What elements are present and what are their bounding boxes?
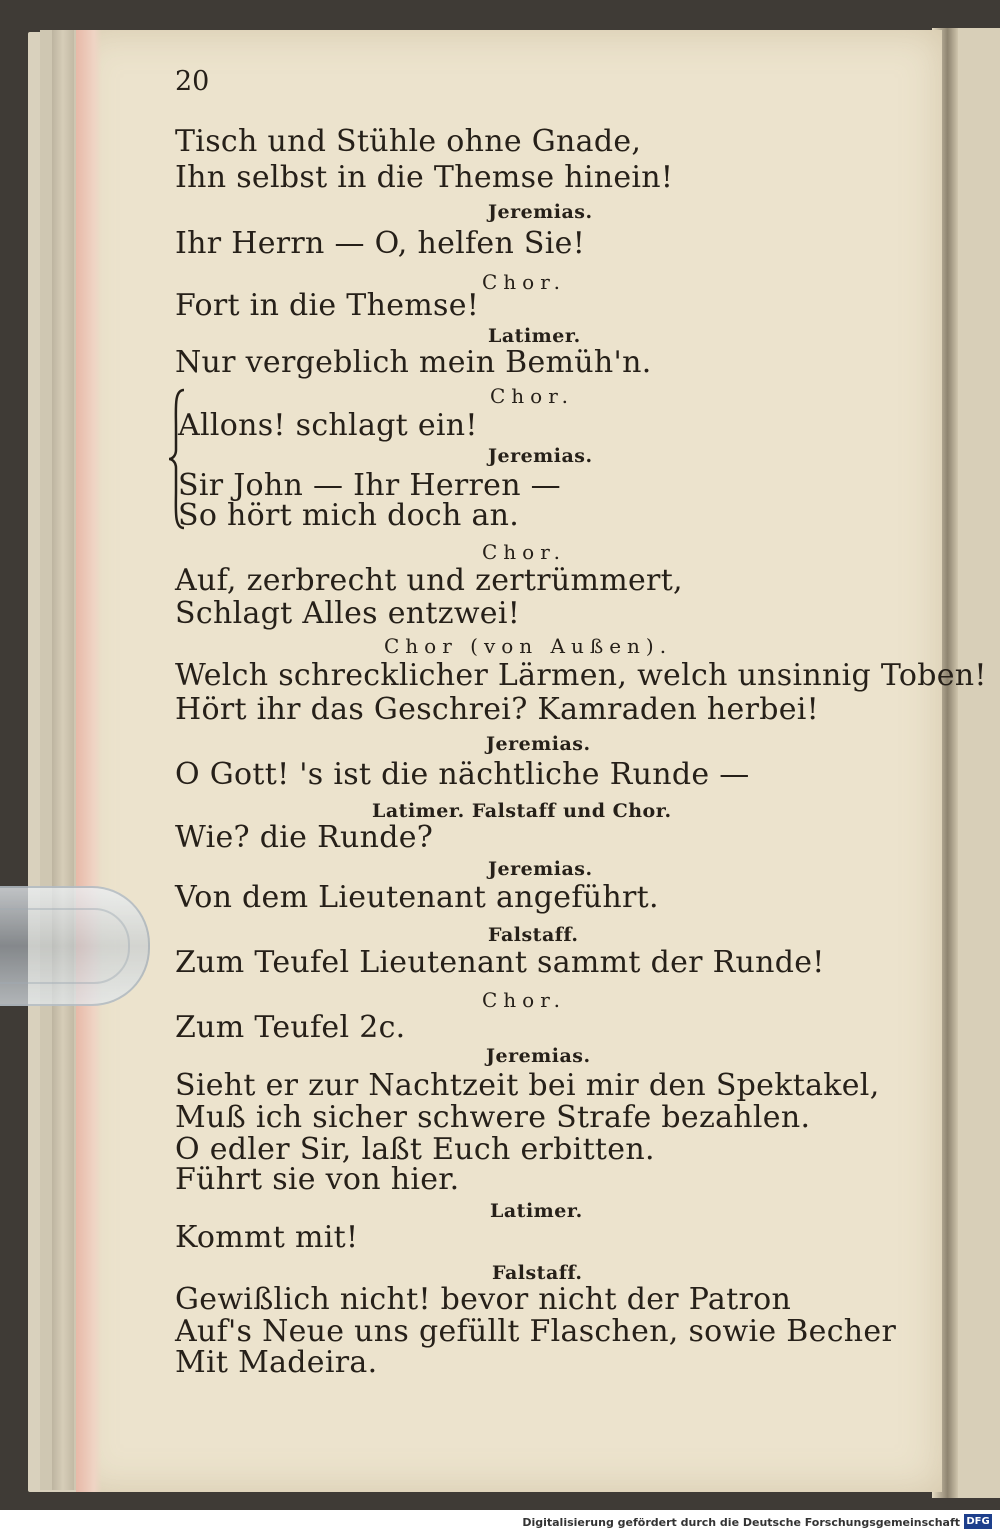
verse-line: Von dem Lieutenant angeführt. [175,880,659,915]
page-clip-inner [0,908,130,984]
speaker-name: Jeremias. [486,1045,591,1067]
verse-line: Welch schrecklicher Lärmen, welch unsinnig Toben! [175,658,987,693]
speaker-name: Jeremias. [486,733,591,755]
verse-line: O Gott! 's ist die nächtliche Runde — [175,757,750,792]
digitization-credit: Digitalisierung gefördert durch die Deutsche Forschungsgemeinschaft [522,1516,960,1529]
verse-line: Zum Teufel Lieutenant sammt der Runde! [175,945,825,980]
page-edges-left [52,30,74,1490]
verse-line: Schlagt Alles entzwei! [175,596,521,631]
verse-line: Tisch und Stühle ohne Gnade, [175,124,642,159]
page-number: 20 [175,66,210,97]
verse-line: Auf, zerbrecht und zertrümmert, [175,563,683,598]
verse-line: Fort in die Themse! [175,288,480,323]
verse-line: Kommt mit! [175,1220,359,1255]
dfg-logo: DFG [964,1514,992,1529]
verse-line: So hört mich doch an. [178,498,520,533]
verse-line: Allons! schlagt ein! [178,408,478,443]
speaker-name: Latimer. [490,1200,583,1222]
speaker-name: Latimer. Falstaff und Chor. [372,800,672,822]
verse-line: Ihr Herrn — O, helfen Sie! [175,226,586,261]
speaker-name: Chor (von Außen). [384,634,673,658]
verse-line: Zum Teufel 2c. [175,1010,406,1045]
verse-line: Wie? die Runde? [175,820,434,855]
verse-line: Nur vergeblich mein Bemüh'n. [175,345,652,380]
page-edge-tint [76,30,102,1492]
speaker-name: Jeremias. [488,445,593,467]
speaker-name: Jeremias. [488,201,593,223]
speaker-name: Chor. [490,384,574,408]
verse-line: Hört ihr das Geschrei? Kamraden herbei! [175,692,820,727]
verse-line: Auf's Neue uns gefüllt Flaschen, sowie Becher [175,1314,897,1349]
verse-line: Sir John — Ihr Herren — [178,468,561,503]
speaker-name: Falstaff. [488,924,579,946]
speaker-name: Chor. [482,270,566,294]
speaker-name: Jeremias. [488,858,593,880]
verse-line: O edler Sir, laßt Euch erbitten. [175,1132,655,1167]
speaker-name: Latimer. [488,325,581,347]
verse-line: Mit Madeira. [175,1345,378,1380]
verse-line: Führt sie von hier. [175,1162,460,1197]
speaker-name: Chor. [482,988,566,1012]
verse-line: Sieht er zur Nachtzeit bei mir den Spektakel, [175,1068,880,1103]
speaker-name: Falstaff. [492,1262,583,1284]
verse-line: Gewißlich nicht! bevor nicht der Patron [175,1282,792,1317]
speaker-name: Chor. [482,540,566,564]
verse-line: Ihn selbst in die Themse hinein! [175,160,674,195]
verse-line: Muß ich sicher schwere Strafe bezahlen. [175,1100,811,1135]
